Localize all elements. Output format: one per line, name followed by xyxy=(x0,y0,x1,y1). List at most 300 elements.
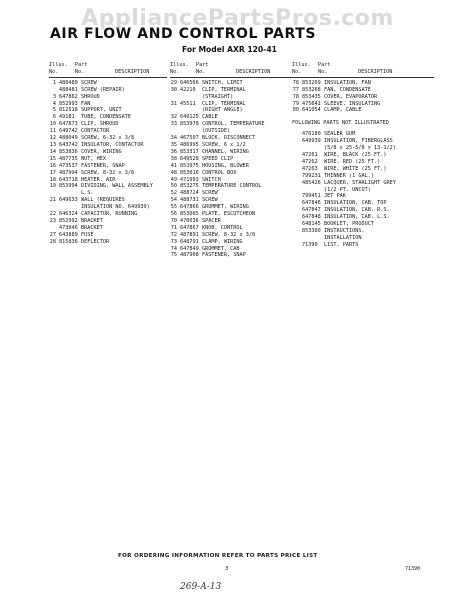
part-description: SCREW, 6-32 x 3/8 xyxy=(81,135,135,142)
part-number: 643889 xyxy=(59,231,78,238)
part-description: SCREW, 8-32 x 3/8 xyxy=(202,231,256,238)
illus-no: 76 xyxy=(292,79,299,86)
part-number: 799231 xyxy=(302,172,321,179)
not-illustrated-row xyxy=(292,193,434,200)
illus-no: 41 xyxy=(170,162,177,169)
part-description: INSULATION, CAB. L.S. xyxy=(324,214,390,221)
header-description: DESCRIPTION xyxy=(358,68,393,75)
part-description: BRACKET xyxy=(81,217,103,224)
part-description: CONTROL BOX xyxy=(202,169,237,176)
parts-row xyxy=(292,107,434,114)
parts-row xyxy=(49,183,167,190)
part-number: 647849 xyxy=(180,245,199,252)
header-no: No. xyxy=(292,68,302,75)
illus-no: 35 xyxy=(170,141,177,148)
part-number: 647873 xyxy=(59,121,78,128)
illus-no: 50 xyxy=(170,183,177,190)
part-description: INSULATION, CAB. R.S. xyxy=(324,207,390,214)
part-description: SHROUD xyxy=(81,93,100,100)
illus-no xyxy=(292,200,302,207)
part-number: 647848 xyxy=(302,214,321,221)
parts-row xyxy=(170,156,293,163)
not-illustrated-row xyxy=(292,200,434,207)
illus-no xyxy=(292,152,302,159)
header-illus: Illus. xyxy=(49,62,68,68)
part-description: SCREW xyxy=(81,79,97,86)
part-description: FAN xyxy=(81,100,91,107)
parts-row xyxy=(49,101,167,108)
not-illustrated-row xyxy=(292,180,434,187)
part-number: 647867 xyxy=(180,224,199,231)
part-description: CLAMP, CABLE xyxy=(324,107,362,114)
watermark: AppliancePartsPros.com xyxy=(81,6,394,31)
part-number: 487908 xyxy=(180,252,199,259)
part-number: 815836 xyxy=(59,238,78,245)
illus-no xyxy=(292,131,302,138)
part-description: TUBE, CONDENSATE xyxy=(81,114,131,121)
part-number: 647866 xyxy=(180,204,199,211)
part-description: NUT, HEX xyxy=(81,155,106,162)
illus-no xyxy=(292,193,302,200)
part-number: 488724 xyxy=(180,190,199,197)
parts-row xyxy=(170,211,293,218)
parts-row xyxy=(170,225,293,232)
part-number: 641054 xyxy=(302,107,321,114)
part-description: INSTALLATION xyxy=(324,234,362,241)
part-number: 470036 xyxy=(180,217,199,224)
ordering-note: FOR ORDERING INFORMATION REFER TO PARTS PRICE LIST xyxy=(118,553,318,559)
part-number: 853975 xyxy=(180,162,199,169)
illus-no: 48 xyxy=(170,169,177,176)
part-description: SWITCH, LIMIT xyxy=(202,79,243,86)
part-description: INSULATION NO. 649939) xyxy=(81,204,150,211)
illus-no: 12 xyxy=(49,135,56,142)
part-description: LIST, PARTS xyxy=(324,241,359,248)
parts-row xyxy=(49,142,167,149)
part-description: COVER, WIRING xyxy=(81,148,122,155)
illus-no: 54 xyxy=(170,197,177,204)
illus-no: 78 xyxy=(292,93,299,100)
part-number: 643718 xyxy=(59,176,78,183)
header-part: Part xyxy=(196,62,209,68)
part-description: THINNER (1 GAL.) xyxy=(324,172,374,179)
illus-no: 27 xyxy=(49,231,56,238)
parts-row xyxy=(49,107,167,114)
illus-no xyxy=(49,87,59,94)
part-number: 487735 xyxy=(59,155,78,162)
illus-no: 72 xyxy=(170,231,177,238)
illus-no xyxy=(292,173,302,180)
parts-row xyxy=(49,163,167,170)
part-number: 853268 xyxy=(302,86,321,93)
part-description: KNOB, CONTROL xyxy=(202,224,243,231)
part-number: 486995 xyxy=(180,141,199,148)
illus-no xyxy=(292,145,302,152)
part-description: CLIP, TERMINAL xyxy=(202,100,246,107)
parts-row xyxy=(170,87,293,94)
header-divider xyxy=(292,77,434,78)
handwritten-annotation: 269-A-13 xyxy=(180,582,222,592)
illus-no: 80 xyxy=(292,107,299,114)
illus-no: 28 xyxy=(49,238,56,245)
not-illustrated-row xyxy=(292,235,434,242)
parts-row xyxy=(49,197,167,204)
not-illustrated-heading: FOLLOWING PARTS NOT ILLUSTRATED xyxy=(292,120,389,127)
parts-row xyxy=(49,149,167,156)
parts-row xyxy=(170,107,293,114)
parts-row xyxy=(170,142,293,149)
header-no: No. xyxy=(170,68,180,75)
part-description: INSULATOR, CONTACTOR xyxy=(81,141,144,148)
parts-row xyxy=(170,183,293,190)
parts-row xyxy=(170,149,293,156)
illus-no: 49 xyxy=(170,176,177,183)
not-illustrated-row xyxy=(292,131,434,138)
part-number: 853994 xyxy=(59,183,78,190)
illus-no xyxy=(292,235,302,242)
parts-row xyxy=(170,252,293,259)
illus-no: 77 xyxy=(292,86,299,93)
header-illus: Illus. xyxy=(292,62,311,68)
not-illustrated-row xyxy=(292,228,434,235)
header-part: Part xyxy=(318,62,331,68)
parts-row xyxy=(49,135,167,142)
part-number: 487994 xyxy=(59,169,78,176)
illus-no: 52 xyxy=(170,190,177,197)
part-description: INSULATION, FAN xyxy=(324,79,371,86)
part-number: 42210 xyxy=(180,86,196,93)
part-number: 475641 xyxy=(302,100,321,107)
part-number: 470180 xyxy=(302,131,321,138)
part-description: (STRAIGHT) xyxy=(202,93,234,100)
illus-no: 13 xyxy=(49,141,56,148)
parts-row xyxy=(49,121,167,128)
illus-no: 23 xyxy=(49,217,56,224)
part-description: (5/8 x 25-5/8 x 13-1/2) xyxy=(324,145,396,152)
part-description: (1/2 PT. UNCUT) xyxy=(324,186,371,193)
part-number: 646324 xyxy=(59,211,78,218)
part-description: HEATER, AIR xyxy=(81,176,116,183)
header-description: DESCRIPTION xyxy=(236,68,271,75)
header-illus: Illus. xyxy=(170,62,189,68)
illus-no xyxy=(292,214,302,221)
part-description: SCREW xyxy=(202,190,218,197)
not-illustrated-row xyxy=(292,159,434,166)
part-number: 646566 xyxy=(180,79,199,86)
illus-no: 74 xyxy=(170,245,177,252)
parts-row xyxy=(170,128,293,135)
not-illustrated-row xyxy=(292,152,434,159)
parts-row xyxy=(49,80,167,87)
illus-no: 31 xyxy=(170,100,177,107)
part-description: CLAMP, WIRING xyxy=(202,238,243,245)
part-description: CHANNEL, WIRING xyxy=(202,148,249,155)
parts-row xyxy=(49,128,167,135)
part-description: (OUTSIDE) xyxy=(202,128,231,135)
header-part: Part xyxy=(75,62,88,68)
illus-no: 29 xyxy=(170,79,177,86)
parts-row xyxy=(170,121,293,128)
page-title: AIR FLOW AND CONTROL PARTS xyxy=(50,26,317,42)
illus-no: 33 xyxy=(170,121,177,128)
part-description: (RIGHT ANGLE) xyxy=(202,107,243,114)
part-number: 853317 xyxy=(180,148,199,155)
part-number: 853978 xyxy=(180,121,199,128)
part-description: CAPACITOR, RUNNING xyxy=(81,211,138,218)
parts-row xyxy=(49,87,167,94)
part-description: INSULATION, FIBERGLASS xyxy=(324,138,393,145)
illus-no xyxy=(292,180,302,187)
illus-no xyxy=(292,221,302,228)
part-description: WALL (REQUIRES xyxy=(81,197,125,204)
illus-no: 30 xyxy=(170,86,177,93)
illus-no: 14 xyxy=(49,148,56,155)
illus-no: 6 xyxy=(52,114,56,121)
part-description: SWITCH xyxy=(202,176,221,183)
part-number: 467507 xyxy=(180,135,199,142)
part-number xyxy=(302,235,324,242)
part-description: CLIP, TERMINAL xyxy=(202,86,246,93)
illus-no: 73 xyxy=(170,238,177,245)
part-description: LACQUER, STARLIGHT GREY xyxy=(324,179,396,186)
part-number: 647846 xyxy=(302,200,321,207)
parts-row xyxy=(292,101,434,108)
column-header-line-2 xyxy=(49,69,167,76)
part-number: 812518 xyxy=(59,107,78,114)
illus-no xyxy=(292,187,302,194)
part-description: FASTENER, SNAP xyxy=(81,162,125,169)
part-description: HOUSING, BLOWER xyxy=(202,162,249,169)
illus-no xyxy=(292,207,302,214)
part-number: 473946 xyxy=(59,224,78,231)
column-header-line-1 xyxy=(49,62,167,69)
part-description: GROMMET, WIRING xyxy=(202,204,249,211)
part-number: 853275 xyxy=(180,183,199,190)
part-description: CLIP, SHROUD xyxy=(81,121,119,128)
page-number: 3 xyxy=(225,566,229,572)
part-number: 49181 xyxy=(59,114,75,121)
not-illustrated-row xyxy=(292,221,434,228)
part-number: 799451 xyxy=(302,193,321,200)
part-description: BLOCK, DISCONNECT xyxy=(202,135,256,142)
illus-no: 15 xyxy=(49,155,56,162)
illus-no: 17 xyxy=(49,169,56,176)
header-no: No. xyxy=(49,68,59,75)
parts-row xyxy=(170,163,293,170)
illus-no: 16 xyxy=(49,162,56,169)
part-number: 853269 xyxy=(302,79,321,86)
part-number xyxy=(302,187,324,194)
part-number: 488481 xyxy=(59,86,78,93)
column-header-line-1 xyxy=(292,62,434,69)
part-number: 648791 xyxy=(180,238,199,245)
not-illustrated-row xyxy=(292,145,434,152)
illus-no: 79 xyxy=(292,100,299,107)
parts-row xyxy=(170,232,293,239)
illus-no xyxy=(292,166,302,173)
part-number: 853380 xyxy=(302,227,321,234)
header-divider xyxy=(170,77,293,78)
parts-row xyxy=(49,190,167,197)
part-number: 488049 xyxy=(59,135,78,142)
illus-no xyxy=(49,225,59,232)
parts-row xyxy=(49,177,167,184)
illus-no xyxy=(292,242,302,249)
parts-row xyxy=(170,80,293,87)
illus-no xyxy=(292,159,302,166)
header-no: No. xyxy=(318,68,328,75)
part-description: FAN, CONDENSATE xyxy=(324,86,371,93)
document-code: 71390 xyxy=(405,566,421,572)
part-number: 47261 xyxy=(302,151,318,158)
parts-row xyxy=(292,87,434,94)
parts-column-2 xyxy=(170,62,293,259)
part-number: 488731 xyxy=(180,197,199,204)
part-number: 853836 xyxy=(59,148,78,155)
illus-no: 56 xyxy=(170,211,177,218)
parts-row xyxy=(49,218,167,225)
part-number: 71390 xyxy=(302,241,318,248)
illus-no: 3 xyxy=(52,93,56,100)
column-header-line-2 xyxy=(292,69,434,76)
illus-no: 18 xyxy=(49,176,56,183)
illus-no: 32 xyxy=(170,114,177,121)
parts-row xyxy=(170,135,293,142)
part-description: BOOKLET, PRODUCT xyxy=(324,221,374,228)
not-illustrated-row xyxy=(292,214,434,221)
illus-no: 4 xyxy=(52,100,56,107)
part-description: CABLE xyxy=(202,114,218,121)
part-description: WIRE, BLACK (25 FT.) xyxy=(324,151,387,158)
illus-no: 21 xyxy=(49,197,56,204)
header-divider xyxy=(49,77,167,78)
part-number: 488480 xyxy=(59,79,78,86)
parts-row xyxy=(49,156,167,163)
parts-row xyxy=(170,218,293,225)
not-illustrated-row xyxy=(292,166,434,173)
parts-column-3 xyxy=(292,62,434,249)
part-number: 487891 xyxy=(180,231,199,238)
parts-row xyxy=(170,114,293,121)
part-description: FASTENER, SNAP xyxy=(202,252,246,259)
parts-row xyxy=(170,239,293,246)
part-number: 47263 xyxy=(302,165,318,172)
parts-row xyxy=(49,114,167,121)
parts-row xyxy=(49,225,167,232)
part-description: TEMPERATURE CONTROL xyxy=(202,183,262,190)
illus-no xyxy=(292,228,302,235)
part-number: 853085 xyxy=(180,211,199,218)
illus-no: 71 xyxy=(170,224,177,231)
part-number: 649742 xyxy=(59,128,78,135)
parts-row xyxy=(170,170,293,177)
header-no: No. xyxy=(75,68,85,75)
column-header-line-1 xyxy=(170,62,293,69)
part-description: WIRE, RED (25 FT.) xyxy=(324,158,381,165)
part-number: 853016 xyxy=(180,169,199,176)
part-description: CONTROL, TEMPERATURE xyxy=(202,121,265,128)
parts-column-1 xyxy=(49,62,167,246)
part-description: CONTACTOR xyxy=(81,128,110,135)
not-illustrated-row xyxy=(292,138,434,145)
part-description: DEFLECTOR xyxy=(81,238,110,245)
part-number: 649125 xyxy=(180,114,199,121)
parts-row xyxy=(170,101,293,108)
part-description: SCREW, 6 x 1/2 xyxy=(202,141,246,148)
part-number: 47262 xyxy=(302,158,318,165)
parts-row xyxy=(170,197,293,204)
parts-row xyxy=(49,211,167,218)
part-description: GROMMET, CAB xyxy=(202,245,240,252)
part-number: 643742 xyxy=(59,141,78,148)
illus-no: 5 xyxy=(52,107,56,114)
part-description: SPACER xyxy=(202,217,221,224)
part-description: SUPPORT, UNIT xyxy=(81,107,122,114)
illus-no xyxy=(292,138,302,145)
part-number: 471993 xyxy=(180,176,199,183)
illus-no: 10 xyxy=(49,121,56,128)
illus-no: 22 xyxy=(49,211,56,218)
parts-row xyxy=(170,246,293,253)
part-description: SCREW xyxy=(202,197,218,204)
column-header-line-2 xyxy=(170,69,293,76)
parts-row xyxy=(49,232,167,239)
part-description: SLEEVE, INSULATING xyxy=(324,100,381,107)
part-number: 647847 xyxy=(302,207,321,214)
part-number: 649633 xyxy=(59,197,78,204)
parts-row xyxy=(170,94,293,101)
part-number: 649528 xyxy=(180,155,199,162)
part-description: BRACKET xyxy=(81,224,103,231)
part-number: 852992 xyxy=(59,217,78,224)
illus-no: 19 xyxy=(49,183,56,190)
part-description: DIVIDING, WALL ASSEMBLY xyxy=(81,183,153,190)
illus-no: 38 xyxy=(170,155,177,162)
part-number: 852993 xyxy=(59,100,78,107)
part-number xyxy=(302,145,324,152)
parts-row xyxy=(170,190,293,197)
parts-row xyxy=(292,80,434,87)
parts-row xyxy=(49,94,167,101)
parts-row xyxy=(49,204,167,211)
part-description: SPEED CLIP xyxy=(202,155,234,162)
parts-row xyxy=(292,94,434,101)
model-subtitle: For Model AXR 120-41 xyxy=(182,45,277,54)
illus-no: 34 xyxy=(170,135,177,142)
parts-row xyxy=(49,170,167,177)
part-number: 45511 xyxy=(180,100,196,107)
part-description: SEALER GUM xyxy=(324,131,356,138)
illus-no: 75 xyxy=(170,252,177,259)
header-no: No. xyxy=(196,68,206,75)
part-description: INSTRUCTIONS, xyxy=(324,227,365,234)
part-description: SCREW, 8-32 x 3/8 xyxy=(81,169,135,176)
part-number: 853435 xyxy=(302,93,321,100)
part-description: INSULATION, CAB. TOP xyxy=(324,200,387,207)
part-number: 485426 xyxy=(302,179,321,186)
part-description: L.S. xyxy=(81,190,94,197)
part-description: COVER, EVAPORATOR xyxy=(324,93,378,100)
parts-row xyxy=(170,204,293,211)
parts-row xyxy=(170,177,293,184)
part-description: SCREW (REPAIR) xyxy=(81,86,125,93)
part-number: 649939 xyxy=(302,138,321,145)
not-illustrated-row xyxy=(292,187,434,194)
illus-no: 36 xyxy=(170,148,177,155)
illus-no: 1 xyxy=(52,79,56,86)
part-number: 648145 xyxy=(302,221,321,228)
illus-no: 11 xyxy=(49,128,56,135)
